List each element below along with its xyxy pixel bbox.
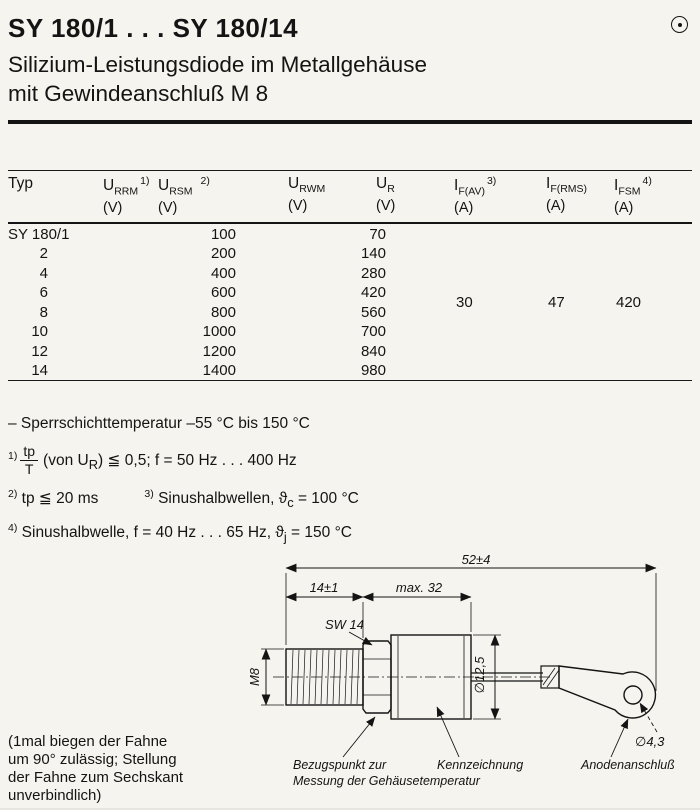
cell-urev: 1000 [202, 323, 236, 340]
col-header-urrm: $U_{RRM}^{1)}$ (V) [103, 171, 158, 224]
cell-typ: 12 [31, 342, 48, 360]
footnote-1: $^{1)}$ $\frac{tp}{T}$ (von $U_R$) ≦ 0,5; f = 50 Hz . . . 400 Hz [8, 443, 297, 478]
thread-label: M8 [247, 667, 262, 686]
dim-hole-diameter: ∅4,3 [635, 733, 665, 749]
dim-total-length: 52±4 [461, 554, 491, 567]
cell-urev: 400 [210, 264, 236, 282]
cell-typ: 4 [39, 264, 48, 282]
bend-note: (1mal biegen der Fahne um 90° zulässig; Stellung der Fahne zum Sechskant unverbindlich) [8, 732, 184, 804]
page-subtitle [8, 50, 692, 108]
col-header-urwm: $U_{RWM}$ (V) [288, 171, 376, 224]
col-header-ifrms: $I_{F(RMS)}$ (A) [536, 171, 604, 224]
marking-leader [437, 707, 459, 757]
cell-urev: 800 [210, 303, 236, 321]
col-header-typ: Typ [8, 171, 103, 224]
ratings-table [8, 170, 692, 381]
cell-typ: SY 180/1 [8, 225, 70, 243]
reference-point-leader [343, 717, 375, 757]
dim-thread-length: 14±1 [309, 579, 339, 595]
footnote-2-3 [8, 488, 692, 510]
cell-urev: 1200 [202, 342, 236, 360]
cell-typ: 8 [39, 303, 48, 321]
col-header-ifsm: $I_{FSM}^{4)}$ (A) [604, 171, 692, 224]
page-title: SY 180/1 . . . SY 180/14 [8, 13, 299, 43]
footnote-2: $^{2)}$ tp ≦ 20 ms [8, 488, 99, 508]
cell-uwork: 560 [360, 303, 386, 321]
cell-uwork: 70 [369, 225, 386, 243]
cell-uwork: 980 [360, 362, 386, 379]
marking-label: Kennzeichnung [437, 757, 524, 772]
wrench-size-label: SW 14 [325, 616, 365, 632]
col-header-ursm: $U_{RSM}^{2)}$ (V) [158, 171, 288, 224]
cell-uwork: 700 [360, 323, 386, 340]
anode-tab [559, 666, 655, 718]
cell-uwork: 280 [360, 264, 386, 282]
registration-mark-icon [671, 16, 688, 33]
anode-leader [611, 719, 628, 757]
cell-urev: 100 [210, 225, 236, 243]
note-junction-temperature: – Sperrschichttemperatur –55 °C bis 150 °C [8, 415, 310, 433]
cell-uwork: 420 [360, 284, 386, 301]
fraction-tp-over-t: $\frac{tp}{T}$ [20, 444, 38, 477]
table-row [8, 223, 692, 244]
footnote-1-marker: 1) [8, 450, 18, 462]
dim-body-length-lines [363, 597, 471, 632]
cell-typ: 14 [31, 362, 48, 379]
subtitle-line-2: mit Gewindeanschluß M 8 [8, 81, 269, 106]
wrench-leader [349, 632, 372, 645]
cell-typ: 2 [39, 245, 48, 262]
anode-label: Anodenanschluß [581, 757, 675, 772]
diode-outline-svg [241, 555, 696, 805]
reference-point-label-line1: Bezugspunkt zur [293, 757, 387, 772]
dim-body-length: max. 32 [395, 579, 443, 595]
reference-point-label-line2: Messung der Gehäusetemperatur [293, 773, 480, 788]
cell-typ: 10 [31, 323, 48, 340]
cell-urev: 1400 [202, 362, 236, 379]
col-header-ifav: $I_{F(AV)}^{3)}$ (A) [444, 171, 536, 224]
cell-uwork: 140 [360, 245, 386, 262]
subtitle-line-1: Silizium-Leistungsdiode im Metallgehäuse [8, 52, 427, 77]
header-rule [8, 120, 692, 124]
cell-ifrms: 47 [548, 293, 565, 311]
cell-urev: 600 [210, 284, 236, 301]
dim-hole-leader [640, 703, 657, 732]
cell-urev: 200 [210, 245, 236, 262]
drawing-section [8, 555, 692, 807]
col-header-ur: $U_R$ (V) [376, 171, 444, 224]
footnotes [8, 415, 692, 544]
anode-hole [624, 686, 642, 704]
cell-ifsm: 420 [616, 293, 642, 311]
dim-body-diameter: ∅12,5 [472, 656, 487, 694]
footnote-3: $^{3)}$ Sinushalbwellen, $ϑ_c = 100$ °C [144, 488, 359, 511]
cell-uwork: 840 [360, 342, 386, 360]
cell-typ: 6 [39, 284, 48, 301]
table-header-row [8, 171, 692, 224]
outline-drawing [241, 555, 696, 810]
footnote-4: $^{4)}$ Sinushalbwelle, f = 40 Hz . . . 65 Hz, $ϑ_j = 150$ °C [8, 521, 352, 544]
cell-ifav: 30 [456, 293, 473, 311]
